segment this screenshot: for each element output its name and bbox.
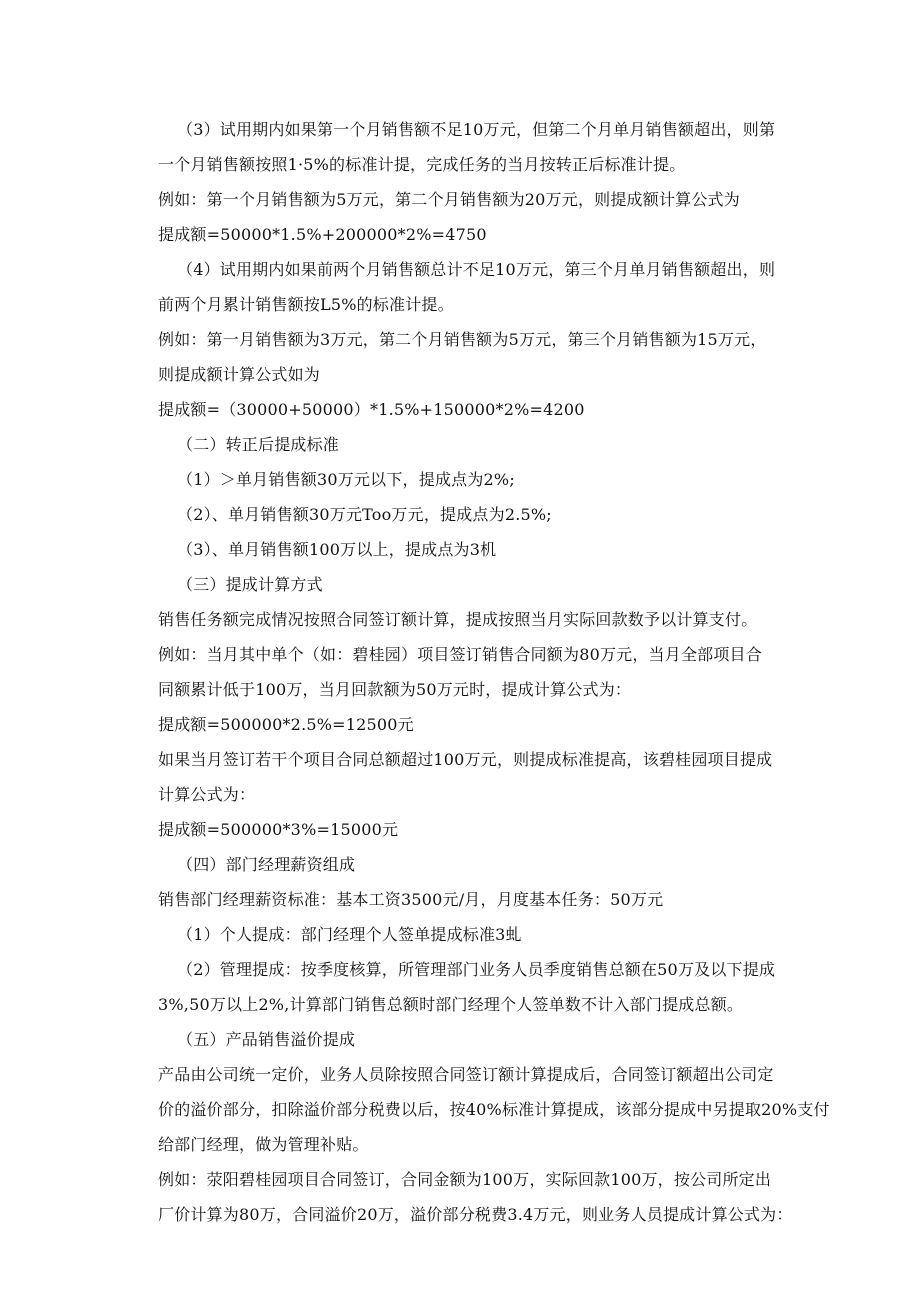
paragraph-line-30: 给部门经理，做为管理补贴。 xyxy=(158,1135,369,1154)
formula-line-1: 提成额=50000*1.5%+200000*2%=4750 xyxy=(158,225,487,244)
paragraph-line-28: 产品由公司统一定价，业务人员除按照合同签订额计算提成后，合同签订额超出公司定 xyxy=(158,1065,774,1084)
paragraph-line-3: 例如：第一个月销售额为5万元，第二个月销售额为20万元，则提成额计算公式为 xyxy=(158,190,740,209)
list-item-2: （2）、单月销售额30万元Too万元，提成点为2.5%; xyxy=(177,505,552,524)
paragraph-line-5: （4）试用期内如果前两个月销售额总计不足10万元，第三个月单月销售额超出，则 xyxy=(177,260,776,279)
paragraph-line-7: 例如：第一月销售额为3万元，第二个月销售额为5万元，第三个月销售额为15万元， xyxy=(158,330,767,349)
section-heading-3: （三）提成计算方式 xyxy=(177,575,323,594)
list-item-3: （3）、单月销售额100万以上，提成点为3机 xyxy=(177,540,497,559)
paragraph-line-2: 一个月销售额按照1·5%的标准计提，完成任务的当月按转正后标准计提。 xyxy=(158,155,686,174)
list-item-4: （1）个人提成：部门经理个人签单提成标准3虬 xyxy=(177,925,522,944)
paragraph-line-16: 例如：当月其中单个（如：碧桂园）项目签订销售合同额为80万元，当月全部项目合 xyxy=(158,645,762,664)
paragraph-line-32: 厂价计算为80万，合同溢价20万，溢价部分税费3.4万元，则业务人员提成计算公式为： xyxy=(158,1205,793,1224)
paragraph-line-31: 例如：荥阳碧桂园项目合同签订，合同金额为100万，实际回款100万，按公司所定出 xyxy=(158,1170,772,1189)
section-heading-5: （五）产品销售溢价提成 xyxy=(177,1030,356,1049)
formula-line-3: 提成额=500000*2.5%=12500元 xyxy=(158,715,414,734)
list-item-5: （2）管理提成：按季度核算，所管理部门业务人员季度销售总额在50万及以下提成 xyxy=(177,960,776,979)
paragraph-line-15: 销售任务额完成情况按照合同签订额计算，提成按照当月实际回款数予以计算支付。 xyxy=(158,610,758,629)
formula-line-4: 提成额=500000*3%=15000元 xyxy=(158,820,399,839)
paragraph-line-19: 如果当月签订若干个项目合同总额超过100万元，则提成标准提高，该碧桂园项目提成 xyxy=(158,750,773,769)
list-item-1: （1）＞单月销售额30万元以下，提成点为2%; xyxy=(177,470,515,489)
paragraph-line-6: 前两个月累计销售额按L5%的标准计提。 xyxy=(158,295,454,314)
paragraph-line-17: 同额累计低于100万，当月回款额为50万元时，提成计算公式为： xyxy=(158,680,632,699)
paragraph-line-20: 计算公式为： xyxy=(158,785,256,804)
paragraph-line-26: 3%,50万以上2%,计算部门销售总额时部门经理个人签单数不计入部门提成总额。 xyxy=(158,995,744,1014)
paragraph-line-1: （3）试用期内如果第一个月销售额不足10万元，但第二个月单月销售额超出，则第 xyxy=(177,120,776,139)
formula-line-2: 提成额=（30000+50000）*1.5%+150000*2%=4200 xyxy=(158,400,585,419)
paragraph-line-23: 销售部门经理薪资标准：基本工资3500元/月，月度基本任务：50万元 xyxy=(158,890,664,909)
section-heading-4: （四）部门经理薪资组成 xyxy=(177,855,356,874)
paragraph-line-8: 则提成额计算公式如为 xyxy=(158,365,321,384)
paragraph-line-29: 价的溢价部分，扣除溢价部分税费以后，按40%标准计算提成，该部分提成中另提取20%支付 xyxy=(158,1100,830,1119)
section-heading-2: （二）转正后提成标准 xyxy=(177,435,340,454)
